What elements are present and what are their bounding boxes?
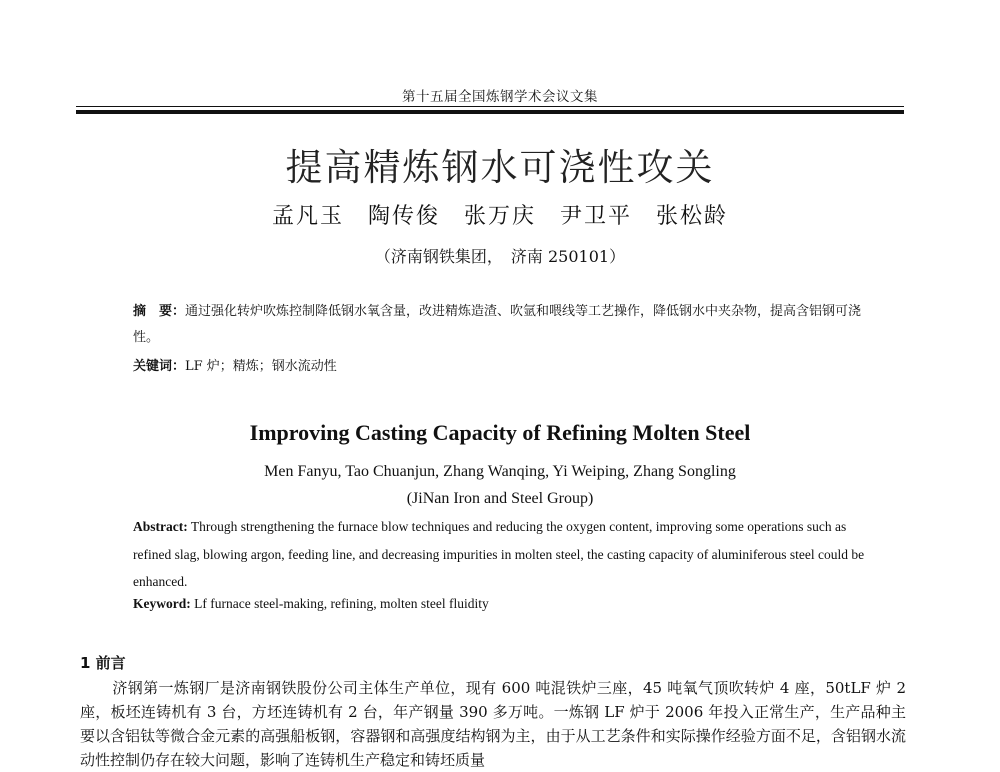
keyword-english [133,596,489,612]
keywords-chinese [133,355,337,374]
authors-english: Men Fanyu, Tao Chuanjun, Zhang Wanqing, Yi Weiping, Zhang Songling [264,463,736,480]
affiliation-chinese: （济南钢铁集团， 济南 250101） [374,247,626,266]
abstract-english-label: Abstract: [133,519,188,534]
affiliation-english: (JiNan Iron and Steel Group) [406,490,594,507]
section-body-introduction [80,676,906,772]
abstract-english-text: Through strengthening the furnace blow techniques and reducing the oxygen content, improving some operations such as refined slag, blowing argon, feeding line, and decreasing impurities in molten steel, the casting capacity of aluminiferous steel could be enhanced. [133,519,865,589]
abstract-english [133,513,868,596]
abstract-chinese [133,299,878,351]
header-rule-thin [76,106,904,107]
proceedings-header: 第十五届全国炼钢学术会议文集 [402,89,598,105]
authors-chinese: 孟凡玉 陶传俊 张万庆 尹卫平 张松龄 [271,204,728,229]
section-heading-introduction: 1 前言 [80,654,126,672]
section-body-text: 济钢第一炼钢厂是济南钢铁股份公司主体生产单位，现有 600 吨混铁炉三座，45 吨氧气顶吹转炉 4 座，50tLF 炉 2 座，板坯连铸机有 3 台，方坯连铸机有 2 台，年产钢量 390 多万吨。一炼钢 LF 炉于 2006 年投入正常生产，生产品种主要以含铝钛等微合金元素的高强船板钢，容器钢和高强度结构钢为主，由于从工艺条件和实际操作经验方面不足，含铝钢水流动性控制仍存在较大问题，影响了连铸机生产稳定和铸坯质量 [80,679,906,769]
abstract-chinese-text: 通过强化转炉吹炼控制降低钢水氧含量，改进精炼造渣、吹氩和喂线等工艺操作，降低钢水中夹杂物，提高含铝钢可浇性。 [133,304,862,345]
keywords-chinese-text: LF 炉；精炼；钢水流动性 [185,359,337,374]
keyword-english-text: Lf furnace steel-making, refining, molten steel fluidity [194,596,489,611]
keyword-english-label: Keyword: [133,596,191,611]
header-rule-thick [76,110,904,114]
paper-title-chinese: 提高精炼钢水可浇性攻关 [285,146,715,189]
paper-title-english: Improving Casting Capacity of Refining Molten Steel [249,420,751,445]
keywords-chinese-label: 关键词： [133,359,186,374]
abstract-chinese-label: 摘 要： [133,304,186,319]
